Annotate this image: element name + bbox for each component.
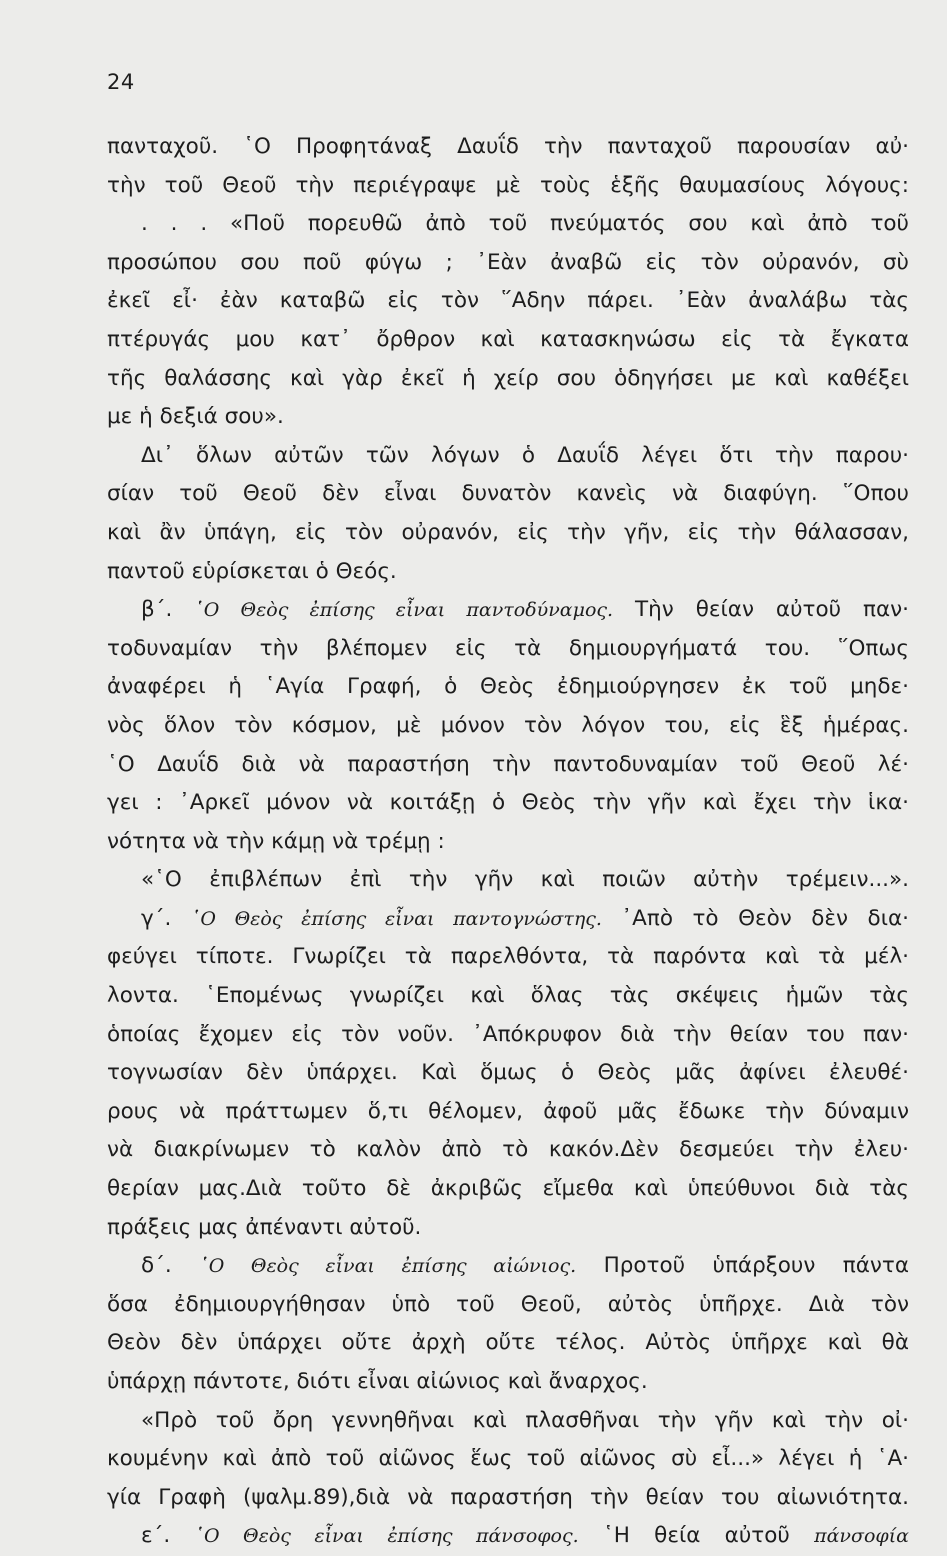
text-line: ἀναφέρει ἡ ῾Αγία Γραφή, ὁ Θεὸς ἐδημιούργησεν ἐκ τοῦ μηδε· [107, 674, 909, 700]
section-heading: ῾Ο Θεὸς ἐπίσης εἶναι παντογνώστης. [190, 907, 602, 930]
text-line: καὶ ἂν ὑπάγη, εἰς τὸν οὐρανόν, εἰς τὴν γῆν, εἰς τὴν θάλασσαν, [107, 519, 909, 545]
section-heading: ῾Ο Θεὸς εἶναι ἐπίσης πάνσοφος. [194, 1525, 579, 1548]
text-line: λοντα. ῾Επομένως γνωρίζει καὶ ὅλας τὰς σκέψεις ἡμῶν τὰς [107, 983, 909, 1009]
section-d-line [107, 1247, 909, 1286]
text-line: ὁποίας ἔχομεν εἰς τὸν νοῦν. ᾿Απόκρυφον διὰ τὴν θείαν του παν· [107, 1021, 909, 1047]
section-number: ε΄. [141, 1523, 171, 1549]
text-line: θερίαν μας.Διὰ τοῦτο δὲ ἀκριβῶς εἴμεθα καὶ ὑπεύθυνοι διὰ τὰς [107, 1176, 909, 1202]
text-line: τοδυναμίαν τὴν βλέπομεν εἰς τὰ δημιουργήματά του. ῞Οπως [107, 635, 909, 661]
text-line: πανταχοῦ. ῾Ο Προφητάναξ Δαυΐδ τὴν πανταχοῦ παρουσίαν αὐ· [107, 134, 909, 159]
section-number: β΄. [141, 597, 173, 623]
text-line: με ἡ δεξιά σου». [107, 404, 284, 430]
text-line: τογνωσίαν δὲν ὑπάρχει. Καὶ ὅμως ὁ Θεὸς μᾶς ἀφίνει ἐλευθέ· [107, 1060, 909, 1086]
text-line: Δι᾿ ὅλων αὐτῶν τῶν λόγων ὁ Δαυΐδ λέγει ὅτι τὴν παρου· [141, 442, 909, 468]
section-number: γ΄. [141, 905, 172, 931]
text-line: τῆς θαλάσσης καὶ γὰρ ἐκεῖ ἡ χείρ σου ὁδηγήσει με καὶ καθέξει [107, 365, 909, 391]
text-line: πράξεις μας ἀπέναντι αὐτοῦ. [107, 1214, 422, 1240]
section-b-line [107, 591, 909, 630]
text-line: σίαν τοῦ Θεοῦ δὲν εἶναι δυνατὸν κανεὶς νὰ διαφύγη. ῞Οπου [107, 481, 909, 507]
page-number: 24 [107, 70, 135, 94]
text-line: ὑπάρχῃ πάντοτε, διότι εἶναι αἰώνιος καὶ ἄναρχος. [107, 1369, 648, 1394]
text-run: Προτοῦ ὑπάρξουν πάντα [603, 1253, 909, 1279]
text-line: ρους νὰ πράττωμεν ὅ,τι θέλομεν, ἀφοῦ μᾶς ἔδωκε τὴν δύναμιν [107, 1098, 909, 1124]
text-line: ὅσα ἐδημιουργήθησαν ὑπὸ τοῦ Θεοῦ, αὐτὸς ὑπῆρχε. Διὰ τὸν [107, 1291, 909, 1317]
section-e-line [107, 1517, 909, 1556]
text-line: πτέρυγάς μου κατ᾿ ὄρθρον καὶ κατασκηνώσω εἰς τὰ ἔγκατα [107, 326, 909, 352]
text-line: «Πρὸ τοῦ ὄρη γεννηθῆναι καὶ πλασθῆναι τὴν γῆν καὶ τὴν οἰ· [141, 1407, 909, 1433]
text-line: γει : ᾿Αρκεῖ μόνον νὰ κοιτάξῃ ὁ Θεὸς τὴν γῆν καὶ ἔχει τὴν ἱκα· [107, 790, 909, 816]
text-line: νὰ διακρίνωμεν τὸ καλὸν ἀπὸ τὸ κακόν.Δὲν δεσμεύει τὴν ἐλευ· [107, 1137, 909, 1163]
text-line: φεύγει τίποτε. Γνωρίζει τὰ παρελθόντα, τὰ παρόντα καὶ τὰ μέλ· [107, 944, 909, 970]
text-line: προσώπου σου ποῦ φύγω ; ᾿Εὰν ἀναβῶ εἰς τὸν οὐρανόν, σὺ [107, 249, 909, 275]
text-line: νότητα νὰ τὴν κάμῃ νὰ τρέμῃ : [107, 828, 445, 854]
text-line: γία Γραφὴ (ψαλμ.89),διὰ νὰ παραστήση τὴν θείαν του αἰωνιότητα. [107, 1484, 909, 1510]
text-line: ῾Ο Δαυΐδ διὰ νὰ παραστήση τὴν παντοδυναμίαν τοῦ Θεοῦ λέ· [107, 751, 909, 777]
section-c-line [107, 900, 909, 939]
text-line: νὸς ὅλον τὸν κόσμον, μὲ μόνον τὸν λόγον του, εἰς ἓξ ἡμέρας. [107, 712, 909, 738]
section-number: δ΄. [141, 1253, 172, 1279]
text-run: Τὴν θείαν αὐτοῦ παν· [635, 597, 909, 623]
text-run: ῾Η θεία αὐτοῦ [602, 1523, 790, 1549]
text-line: ἐκεῖ εἶ· ἐὰν καταβῶ εἰς τὸν ῞Αδην πάρει. ᾿Εὰν ἀναλάβω τὰς [107, 288, 909, 314]
section-heading: ῾Ο Θεὸς ἐπίσης εἶναι παντοδύναμος. [194, 599, 614, 622]
text-run-italic: πάνσοφία [814, 1525, 909, 1548]
text-line: τὴν τοῦ Θεοῦ τὴν περιέγραψε μὲ τοὺς ἑξῆς θαυμασίους λόγους: [107, 172, 909, 198]
section-heading: ῾Ο Θεὸς εἶναι ἐπίσης αἰώνιος. [199, 1255, 577, 1278]
body-text [107, 128, 909, 1556]
text-line: κουμένην καὶ ἀπὸ τοῦ αἰῶνος ἕως τοῦ αἰῶνος σὺ εἶ...» λέγει ἡ ῾Α· [107, 1446, 909, 1472]
text-line: Θεὸν δὲν ὑπάρχει οὔτε ἀρχὴ οὔτε τέλος. Αὐτὸς ὑπῆρχε καὶ θὰ [107, 1330, 909, 1356]
text-line: «῾Ο ἐπιβλέπων ἐπὶ τὴν γῆν καὶ ποιῶν αὐτὴν τρέμειν...». [141, 867, 909, 893]
text-line: παντοῦ εὑρίσκεται ὁ Θεός. [107, 558, 397, 584]
text-line: . . . «Ποῦ πορευθῶ ἀπὸ τοῦ πνεύματός σου καὶ ἀπὸ τοῦ [141, 211, 909, 237]
text-run: ᾿Απὸ τὸ Θεὸν δὲν δια· [621, 905, 909, 931]
